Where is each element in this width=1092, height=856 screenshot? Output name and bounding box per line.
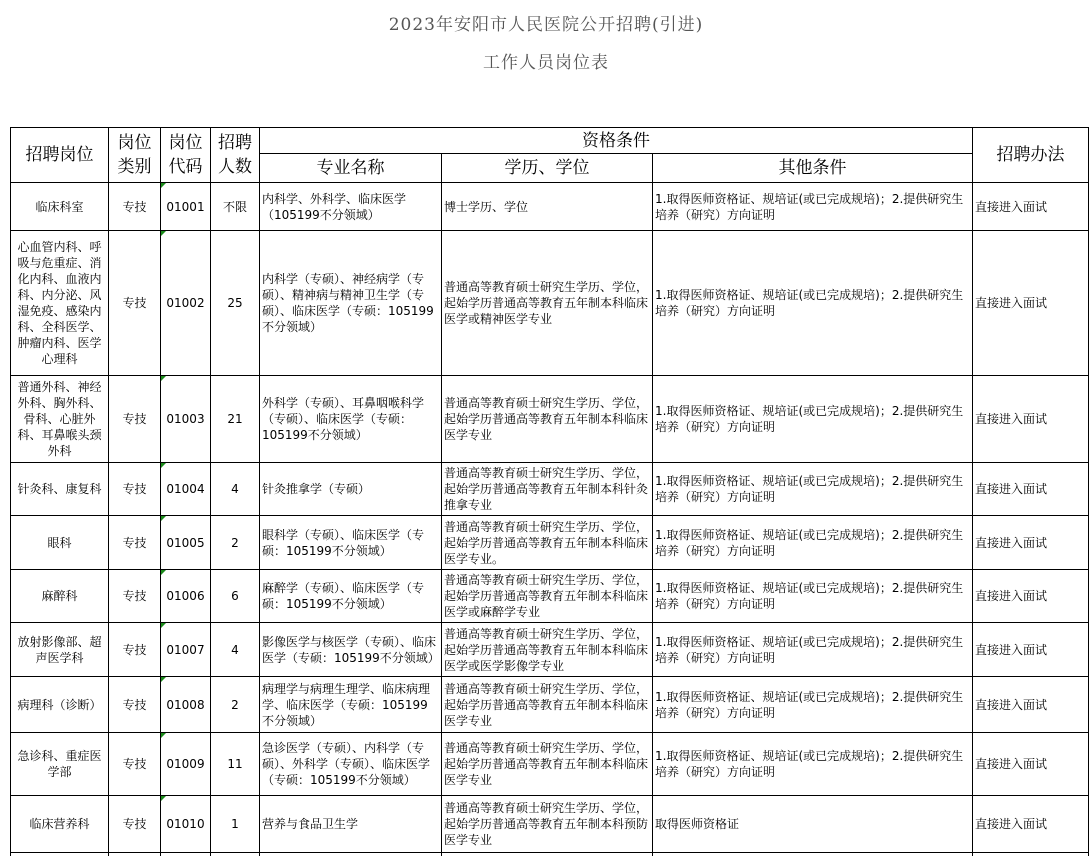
cell-position: 针灸科、康复科 — [11, 463, 109, 516]
cell-other: 1.取得医师资格证、规培证(或已完成规培)；2.提供研究生培养（研究）方向证明 — [653, 570, 973, 623]
cell-major: 营养与食品卫生学 — [260, 796, 442, 853]
cell-method: 直接进入面试 — [973, 463, 1089, 516]
cell-position: 病理科（诊断） — [11, 677, 109, 733]
cell-education: 普通高等教育硕士研究生学历、学位，起始学历普通高等教育五年制本科临床医学专业 — [442, 733, 653, 796]
cell-method: 直接进入面试 — [973, 183, 1089, 231]
cell-count: 25 — [211, 231, 260, 376]
cell-category: 专技 — [109, 623, 161, 677]
cell-other: 1.取得医师资格证、规培证(或已完成规培)；2.提供研究生培养（研究）方向证明 — [653, 623, 973, 677]
header-qualifications: 资格条件 — [260, 128, 973, 154]
cell-method: 直接进入面试 — [973, 376, 1089, 463]
cell-other: 1.取得医师资格证、规培证(或已完成规培)；2.提供研究生培养（研究）方向证明 — [653, 516, 973, 570]
cell-category: 专技 — [109, 376, 161, 463]
cell-count: 2 — [211, 677, 260, 733]
header-category: 岗位类别 — [109, 128, 161, 183]
cell-education: 博士学历、学位 — [442, 183, 653, 231]
cell-method: 直接进入面试 — [973, 516, 1089, 570]
cell-code: 01002 — [161, 231, 211, 376]
cell-code: 01004 — [161, 463, 211, 516]
cell-category: 专技 — [109, 183, 161, 231]
cell-position: 心血管内科、呼吸与危重症、消化内科、血液内科、内分泌、风湿免疫、感染内科、全科医学、肿瘤内科、医学心理科 — [11, 231, 109, 376]
table-row — [11, 677, 1089, 733]
header-other: 其他条件 — [653, 154, 973, 183]
table-row — [11, 231, 1089, 376]
table-row — [11, 570, 1089, 623]
cell-method: 直接进入面试 — [973, 677, 1089, 733]
cell-category: 专技 — [109, 570, 161, 623]
cell-category: 专技 — [109, 463, 161, 516]
cell-count: 4 — [211, 463, 260, 516]
cell-major: 急诊医学（专硕）、内科学（专硕）、外科学（专硕）、临床医学（专硕：105199不分领域） — [260, 733, 442, 796]
cell-major: 眼科学（专硕）、临床医学（专硕：105199不分领域） — [260, 516, 442, 570]
cell-category: 专技 — [109, 231, 161, 376]
header-method: 招聘办法 — [973, 128, 1089, 183]
cell-category: 专技 — [109, 733, 161, 796]
cell-category: 专技 — [109, 677, 161, 733]
cell-count: 2 — [211, 516, 260, 570]
cell-major: 内科学（专硕）、神经病学（专硕）、精神病与精神卫生学（专硕）、临床医学（专硕：105199不分领域） — [260, 231, 442, 376]
cell-count: 11 — [211, 733, 260, 796]
cell-method: 直接进入面试 — [973, 796, 1089, 853]
header-major: 专业名称 — [260, 154, 442, 183]
cell-count: 4 — [211, 623, 260, 677]
cell-major: 影像医学与核医学（专硕）、临床医学（专硕：105199不分领域） — [260, 623, 442, 677]
cell-code: 01001 — [161, 183, 211, 231]
cell-position: 麻醉科 — [11, 570, 109, 623]
cell-major: 内科学、外科学、临床医学（105199不分领域） — [260, 183, 442, 231]
header-code: 岗位代码 — [161, 128, 211, 183]
table-row — [11, 183, 1089, 231]
cell-major: 麻醉学（专硕）、临床医学（专硕：105199不分领域） — [260, 570, 442, 623]
positions-table — [10, 127, 1089, 853]
header-education: 学历、学位 — [442, 154, 653, 183]
cell-count: 21 — [211, 376, 260, 463]
cell-code: 01003 — [161, 376, 211, 463]
cell-count: 不限 — [211, 183, 260, 231]
cell-other: 1.取得医师资格证、规培证(或已完成规培)；2.提供研究生培养（研究）方向证明 — [653, 183, 973, 231]
cell-other: 1.取得医师资格证、规培证(或已完成规培)；2.提供研究生培养（研究）方向证明 — [653, 733, 973, 796]
cell-education: 普通高等教育硕士研究生学历、学位，起始学历普通高等教育五年制本科临床医学或麻醉学专业 — [442, 570, 653, 623]
cell-position: 放射影像部、超声医学科 — [11, 623, 109, 677]
cell-other: 1.取得医师资格证、规培证(或已完成规培)；2.提供研究生培养（研究）方向证明 — [653, 463, 973, 516]
cell-major: 针灸推拿学（专硕） — [260, 463, 442, 516]
cell-method: 直接进入面试 — [973, 623, 1089, 677]
table-row — [11, 733, 1089, 796]
cell-other: 1.取得医师资格证、规培证(或已完成规培)；2.提供研究生培养（研究）方向证明 — [653, 677, 973, 733]
table-row — [11, 623, 1089, 677]
cell-category: 专技 — [109, 796, 161, 853]
cell-education: 普通高等教育硕士研究生学历、学位，起始学历普通高等教育五年制本科临床医学专业 — [442, 677, 653, 733]
document-subtitle: 工作人员岗位表 — [483, 53, 609, 73]
cell-position: 临床营养科 — [11, 796, 109, 853]
cell-method: 直接进入面试 — [973, 733, 1089, 796]
cell-position: 眼科 — [11, 516, 109, 570]
cell-position: 普通外科、神经外科、胸外科、骨科、心脏外科、耳鼻喉头颈外科 — [11, 376, 109, 463]
cell-other: 1.取得医师资格证、规培证(或已完成规培)；2.提供研究生培养（研究）方向证明 — [653, 376, 973, 463]
cell-education: 普通高等教育硕士研究生学历、学位，起始学历普通高等教育五年制本科预防医学专业 — [442, 796, 653, 853]
table-row — [11, 376, 1089, 463]
cell-education: 普通高等教育硕士研究生学历、学位，起始学历普通高等教育五年制本科临床医学或医学影像学专业 — [442, 623, 653, 677]
cell-education: 普通高等教育硕士研究生学历、学位，起始学历普通高等教育五年制本科针灸推拿专业 — [442, 463, 653, 516]
table-row — [11, 516, 1089, 570]
header-position: 招聘岗位 — [11, 128, 109, 183]
cell-code: 01006 — [161, 570, 211, 623]
cell-count: 6 — [211, 570, 260, 623]
cell-code: 01007 — [161, 623, 211, 677]
table-row — [11, 796, 1089, 853]
cell-education: 普通高等教育硕士研究生学历、学位，起始学历普通高等教育五年制本科临床医学专业。 — [442, 516, 653, 570]
cell-other: 取得医师资格证 — [653, 796, 973, 853]
cell-education: 普通高等教育硕士研究生学历、学位，起始学历普通高等教育五年制本科临床医学或精神医学专业 — [442, 231, 653, 376]
cell-code: 01009 — [161, 733, 211, 796]
cell-method: 直接进入面试 — [973, 231, 1089, 376]
cell-major: 病理学与病理生理学、临床病理学、临床医学（专硕：105199不分领域） — [260, 677, 442, 733]
table-row — [11, 463, 1089, 516]
cell-code: 01008 — [161, 677, 211, 733]
cell-other: 1.取得医师资格证、规培证(或已完成规培)；2.提供研究生培养（研究）方向证明 — [653, 231, 973, 376]
cell-position: 急诊科、重症医学部 — [11, 733, 109, 796]
cell-count: 1 — [211, 796, 260, 853]
cell-code: 01005 — [161, 516, 211, 570]
header-count: 招聘人数 — [211, 128, 260, 183]
document-title: 2023年安阳市人民医院公开招聘(引进) — [388, 15, 704, 35]
cell-major: 外科学（专硕）、耳鼻咽喉科学（专硕）、临床医学（专硕：105199不分领域） — [260, 376, 442, 463]
cell-category: 专技 — [109, 516, 161, 570]
cell-position: 临床科室 — [11, 183, 109, 231]
cell-education: 普通高等教育硕士研究生学历、学位，起始学历普通高等教育五年制本科临床医学专业 — [442, 376, 653, 463]
cell-code: 01010 — [161, 796, 211, 853]
cell-method: 直接进入面试 — [973, 570, 1089, 623]
